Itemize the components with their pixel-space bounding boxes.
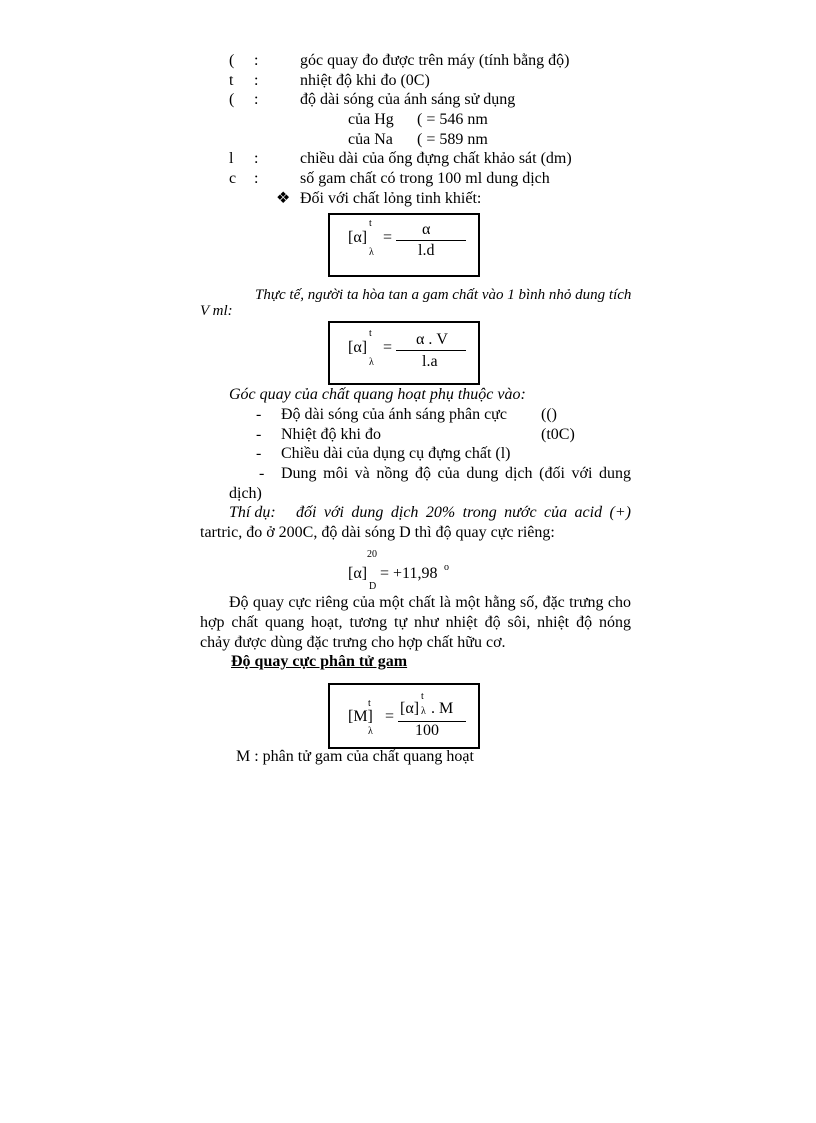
depends-dash-4: - xyxy=(259,465,265,482)
def-colon-1: : xyxy=(254,52,259,69)
formula1-fraction-line xyxy=(396,240,466,241)
depends-item-2: Nhiệt độ khi đo xyxy=(281,426,381,443)
formula4-denominator: 100 xyxy=(415,722,439,739)
def-colon-4: : xyxy=(254,150,259,167)
formula1-numerator: α xyxy=(422,221,431,238)
depends-note-1: (() xyxy=(541,406,557,423)
example-label: Thí dụ: xyxy=(229,504,276,521)
wavelength-value-na: ( = 589 nm xyxy=(417,131,488,148)
formula1-lhs: [α] xyxy=(348,229,368,246)
example-line-2: tartric, đo ở 200C, độ dài sóng D thì độ quay cực riêng: xyxy=(200,524,555,541)
def-colon-2: : xyxy=(254,72,259,89)
depends-dash-2: - xyxy=(256,426,262,443)
depends-note-2: (t0C) xyxy=(541,426,575,443)
formula2-fraction-line xyxy=(396,350,466,351)
depends-item-3: Chiều dài của dụng cụ đựng chất (l) xyxy=(281,445,511,462)
wavelength-value-hg: ( = 546 nm xyxy=(417,111,488,128)
formula2-lhs: [α] xyxy=(348,339,368,356)
def-symbol-4: l xyxy=(229,150,234,167)
formula-box-molar-rotation xyxy=(328,683,480,749)
formula4-num-rest: . M xyxy=(431,700,454,717)
constant-line-3: chảy được dùng đặc trưng cho hợp chất hữu cơ. xyxy=(200,634,506,651)
def-colon-5: : xyxy=(254,170,259,187)
example-line-1: đối với dung dịch 20% trong nước của acid (+) xyxy=(296,504,631,521)
constant-line-2: hợp chất quang hoạt, tương tự như nhiệt độ sôi, nhiệt độ nóng xyxy=(200,614,631,631)
formula2-numerator: α . V xyxy=(416,331,448,348)
formula-box-solution xyxy=(328,321,480,385)
def-symbol-3: ( xyxy=(229,91,235,108)
depends-item-4: Dung môi và nồng độ của dung dịch (đối với dung xyxy=(281,465,631,482)
depends-heading: Góc quay của chất quang hoạt phụ thuộc vào: xyxy=(229,386,526,403)
footnote: M : phân tử gam của chất quang hoạt xyxy=(236,748,474,765)
def-text-1: góc quay đo được trên máy (tính bằng độ) xyxy=(300,52,570,69)
def-text-5: số gam chất có trong 100 ml dung dịch xyxy=(300,170,550,187)
practical-line-1: Thực tế, người ta hòa tan a gam chất vào 1 bình nhỏ dung tích xyxy=(255,287,632,303)
constant-line-1: Độ quay cực riêng của một chất là một hằng số, đặc trưng cho xyxy=(229,594,631,611)
formula1-sup: t xyxy=(369,218,372,229)
def-text-3: độ dài sóng của ánh sáng sử dụng xyxy=(300,91,516,108)
practical-line-2: V ml: xyxy=(200,303,233,319)
formula4-lhs: [M] xyxy=(348,708,373,725)
formula3-sup: 20 xyxy=(367,549,377,560)
depends-continuation: dịch) xyxy=(229,485,262,502)
formula2-eq: = xyxy=(383,339,393,356)
formula2-sub: λ xyxy=(369,357,374,368)
formula-box-pure-liquid xyxy=(328,213,480,277)
bullet-text: Đối với chất lỏng tinh khiết: xyxy=(300,190,482,207)
def-text-2: nhiệt độ khi đo (0C) xyxy=(300,72,430,89)
wavelength-source-hg: của Hg xyxy=(348,111,394,128)
def-symbol-5: c xyxy=(229,170,237,187)
formula2-sup: t xyxy=(369,328,372,339)
def-colon-3: : xyxy=(254,91,259,108)
formula4-eq: = xyxy=(385,708,395,725)
formula1-sub: λ xyxy=(369,247,374,258)
diamond-bullet-icon: ❖ xyxy=(276,190,291,207)
def-symbol-2: t xyxy=(229,72,234,89)
formula3-sub: D xyxy=(369,581,377,592)
def-text-4: chiều dài của ống đựng chất khảo sát (dm) xyxy=(300,150,572,167)
formula1-denominator: l.d xyxy=(418,242,435,259)
wavelength-source-na: của Na xyxy=(348,131,393,148)
formula4-num-lhs: [α] xyxy=(400,700,420,717)
formula4-sup: t xyxy=(368,698,371,709)
formula1-eq: = xyxy=(383,229,393,246)
formula4-sub: λ xyxy=(368,726,373,737)
depends-dash-3: - xyxy=(256,445,262,462)
formula4-num-sub: λ xyxy=(421,706,426,717)
section-title: Độ quay cực phân tử gam xyxy=(231,653,408,670)
formula3-rhs: = +11,98 xyxy=(380,565,438,582)
def-symbol-1: ( xyxy=(229,52,235,69)
formula3-lhs: [α] xyxy=(348,565,368,582)
formula3-degree: o xyxy=(444,562,449,573)
formula2-denominator: l.a xyxy=(422,353,438,370)
depends-item-1: Độ dài sóng của ánh sáng phân cực xyxy=(281,406,507,423)
formula4-num-sup: t xyxy=(421,691,424,702)
depends-dash-1: - xyxy=(256,406,262,423)
